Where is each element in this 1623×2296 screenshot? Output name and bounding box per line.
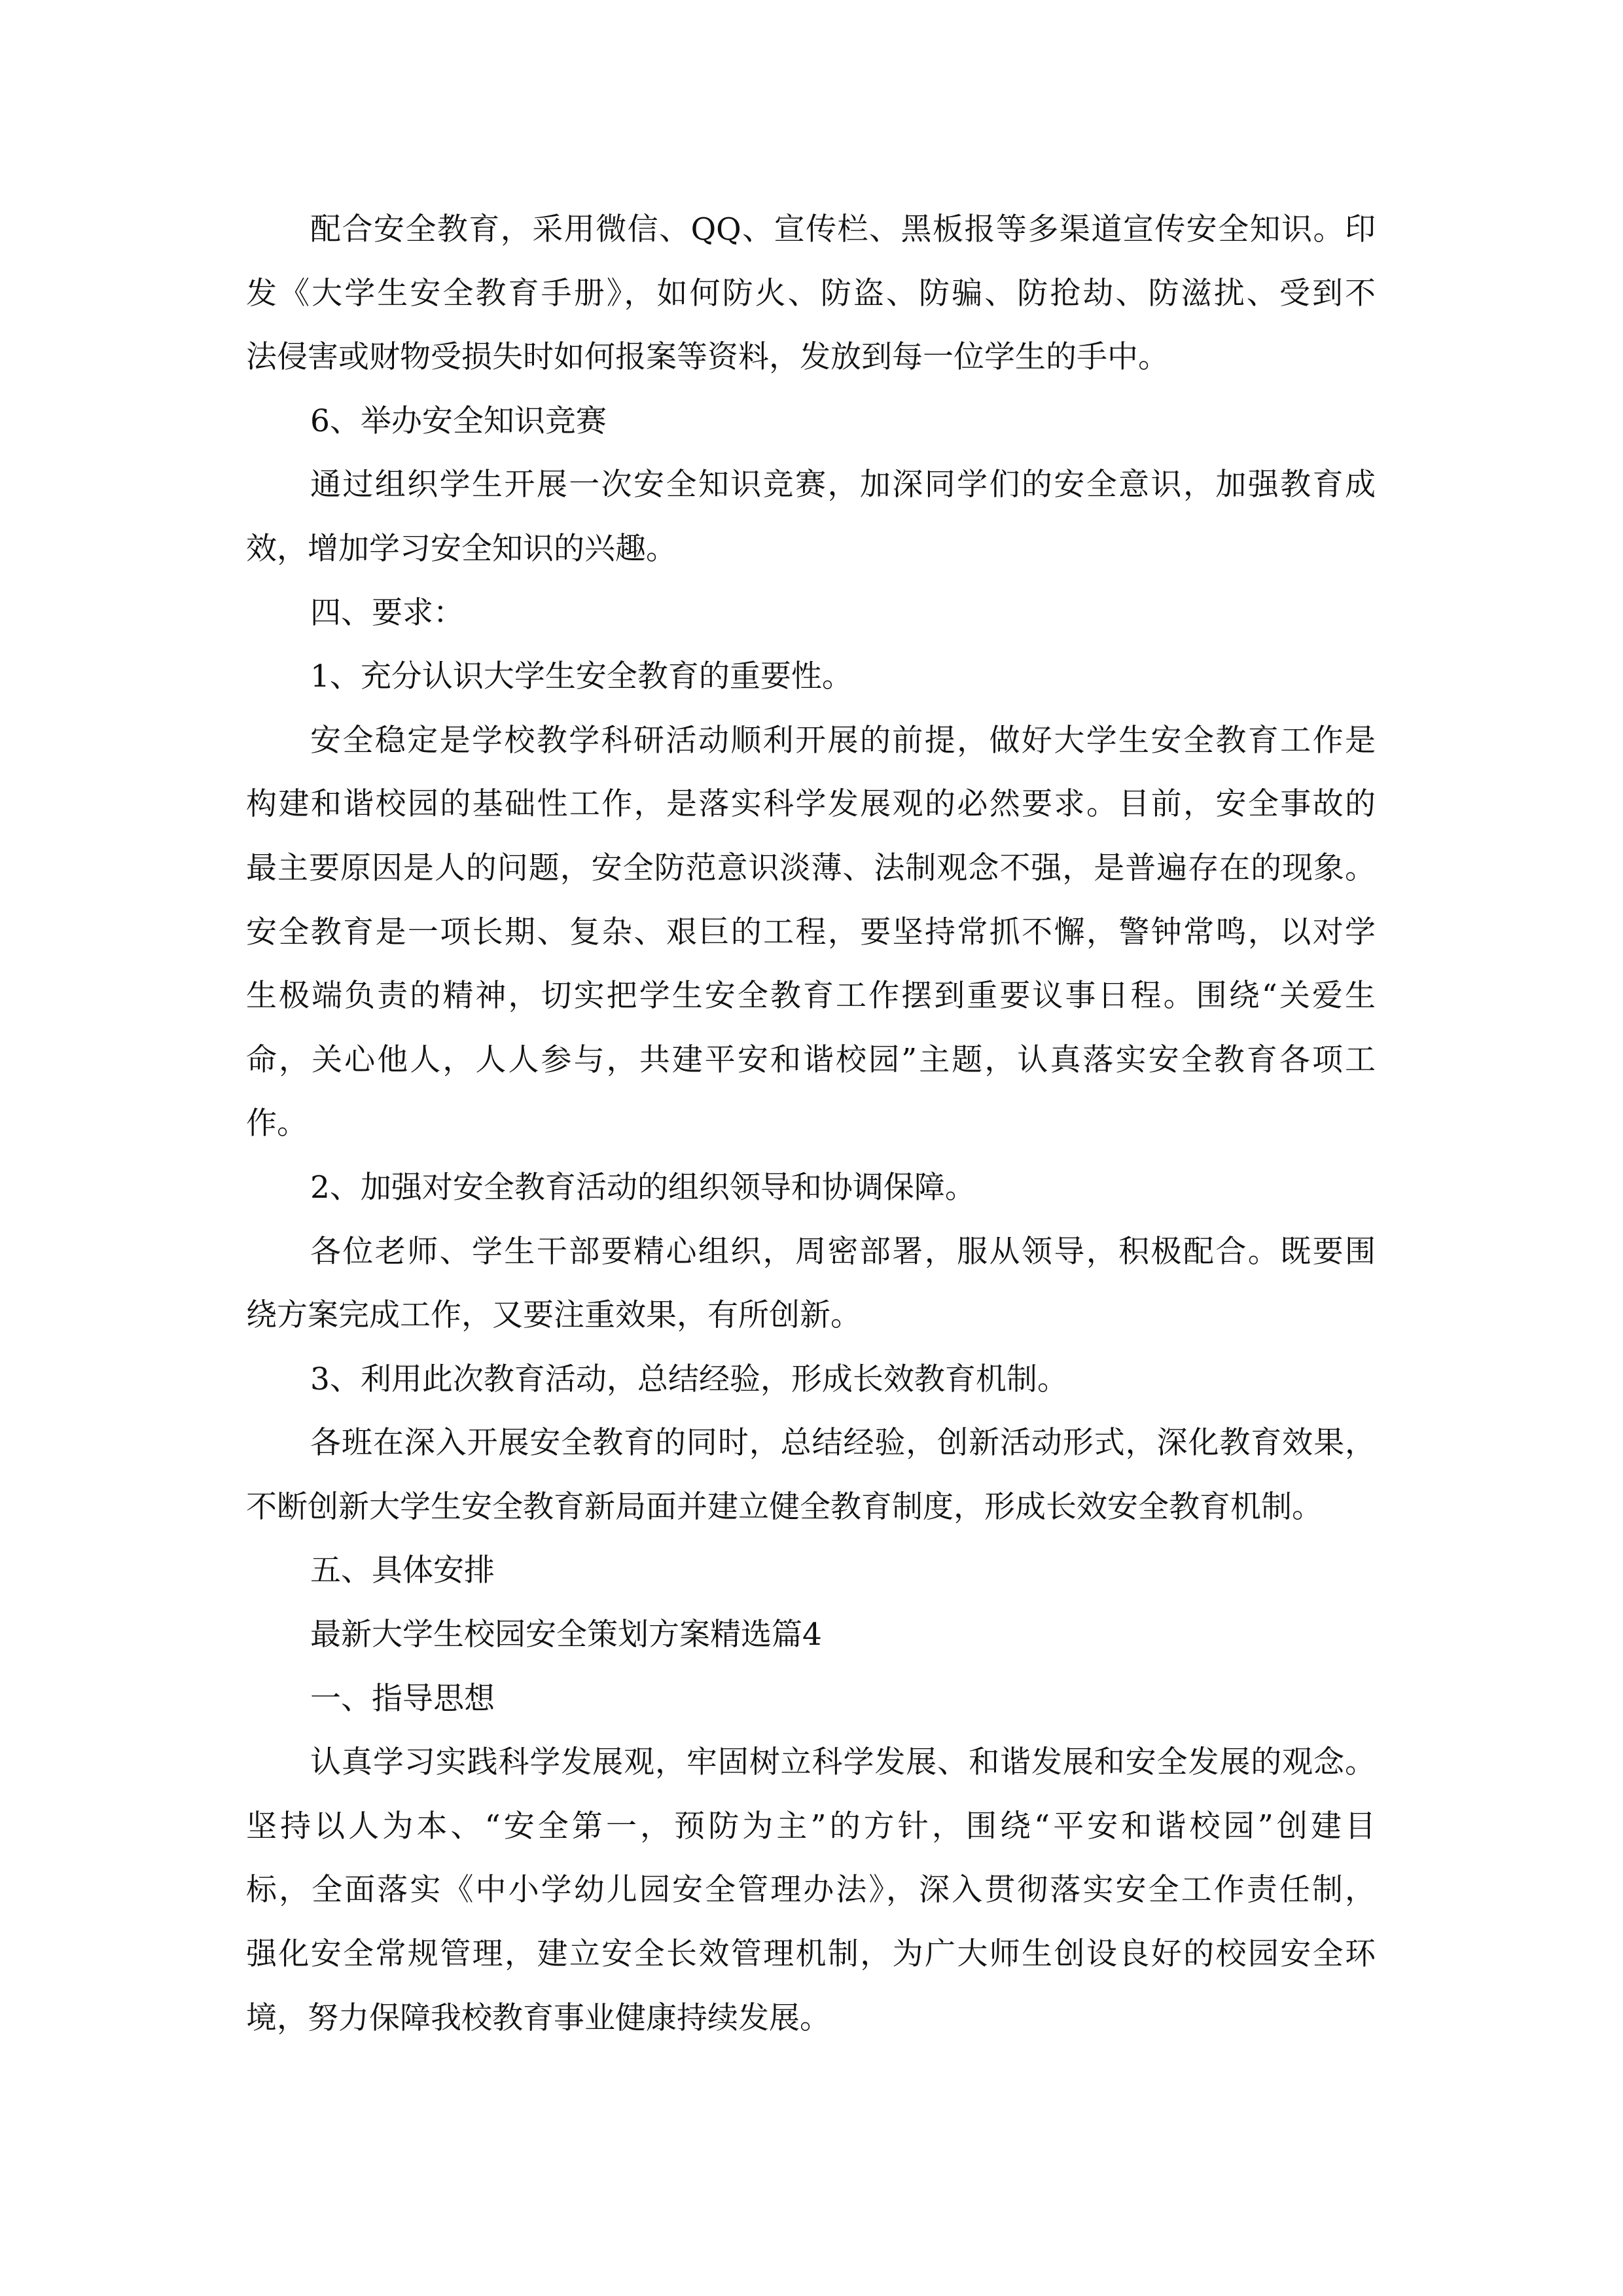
- paragraph: [246, 198, 1376, 389]
- text-line: 认真学习实践科学发展观，牢固树立科学发展、和谐发展和安全发展的观念。: [310, 1744, 1376, 1781]
- paragraph: [246, 1220, 1376, 1348]
- text-line: 各班在深入开展安全教育的同时，总结经验，创新活动形式，深化教育效果，: [310, 1425, 1376, 1462]
- text-line: 效，增加学习安全知识的兴趣。: [246, 530, 677, 567]
- text-line: 各位老师、学生干部要精心组织，周密部署，服从领导，积极配合。既要围: [310, 1233, 1376, 1270]
- text-line: 境，努力保障我校教育事业健康持续发展。: [246, 2000, 830, 2036]
- paragraph: [246, 709, 1376, 1156]
- text-line: 绕方案完成工作，又要注重效果，有所创新。: [246, 1297, 861, 1334]
- text-line: 标，全面落实《中小学幼儿园安全管理办法》，深入贯彻落实安全工作责任制，: [246, 1872, 1376, 1909]
- paragraph: [246, 453, 1376, 581]
- paragraph: [246, 1348, 1376, 1412]
- paragraph: [246, 1731, 1376, 2050]
- text-line: 安全教育是一项长期、复杂、艰巨的工程，要坚持常抓不懈，警钟常鸣，以对学: [246, 914, 1376, 950]
- text-line: 命，关心他人，人人参与，共建平安和谐校园”主题，认真落实安全教育各项工: [246, 1041, 1376, 1078]
- text-line: 通过组织学生开展一次安全知识竞赛，加深同学们的安全意识，加强教育成: [310, 467, 1376, 503]
- text-line: 一、指导思想: [310, 1680, 495, 1717]
- text-line: 安全稳定是学校教学科研活动顺利开展的前提，做好大学生安全教育工作是: [310, 722, 1376, 759]
- paragraph: [246, 1667, 1376, 1731]
- text-line: 坚持以人为本、“安全第一，预防为主”的方针，围绕“平安和谐校园”创建目: [246, 1808, 1376, 1844]
- text-line: 3、利用此次教育活动，总结经验，形成长效教育机制。: [310, 1361, 1068, 1397]
- paragraph: [246, 1411, 1376, 1539]
- text-line: 生极端负责的精神，切实把学生安全教育工作摆到重要议事日程。围绕“关爱生: [246, 978, 1376, 1014]
- text-line: 1、充分认识大学生安全教育的重要性。: [310, 658, 853, 695]
- document-page: [246, 198, 1376, 2050]
- text-line: 发《大学生安全教育手册》，如何防火、防盗、防骗、防抢劫、防滋扰、受到不: [246, 275, 1376, 312]
- text-line: 最新大学生校园安全策划方案精选篇4: [310, 1617, 822, 1653]
- paragraph: [246, 581, 1376, 645]
- text-line: 2、加强对安全教育活动的组织领导和协调保障。: [310, 1169, 976, 1206]
- text-line: 强化安全常规管理，建立安全长效管理机制，为广大师生创设良好的校园安全环: [246, 1936, 1376, 1973]
- text-line: 法侵害或财物受损失时如何报案等资料，发放到每一位学生的手中。: [246, 339, 1169, 376]
- paragraph: [246, 389, 1376, 454]
- text-line: 四、要求：: [310, 594, 464, 631]
- text-line: 作。: [246, 1105, 308, 1142]
- paragraph: [246, 645, 1376, 709]
- paragraph: [246, 1156, 1376, 1220]
- paragraph: [246, 1603, 1376, 1667]
- text-line: 6、举办安全知识竞赛: [310, 403, 607, 439]
- text-line: 最主要原因是人的问题，安全防范意识淡薄、法制观念不强，是普遍存在的现象。: [246, 850, 1376, 886]
- text-line: 五、具体安排: [310, 1552, 495, 1589]
- text-line: 构建和谐校园的基础性工作，是落实科学发展观的必然要求。目前，安全事故的: [246, 786, 1376, 823]
- paragraph: [246, 1539, 1376, 1603]
- text-line: 配合安全教育，采用微信、QQ、宣传栏、黑板报等多渠道宣传安全知识。印: [310, 211, 1376, 247]
- text-line: 不断创新大学生安全教育新局面并建立健全教育制度，形成长效安全教育机制。: [246, 1488, 1323, 1525]
